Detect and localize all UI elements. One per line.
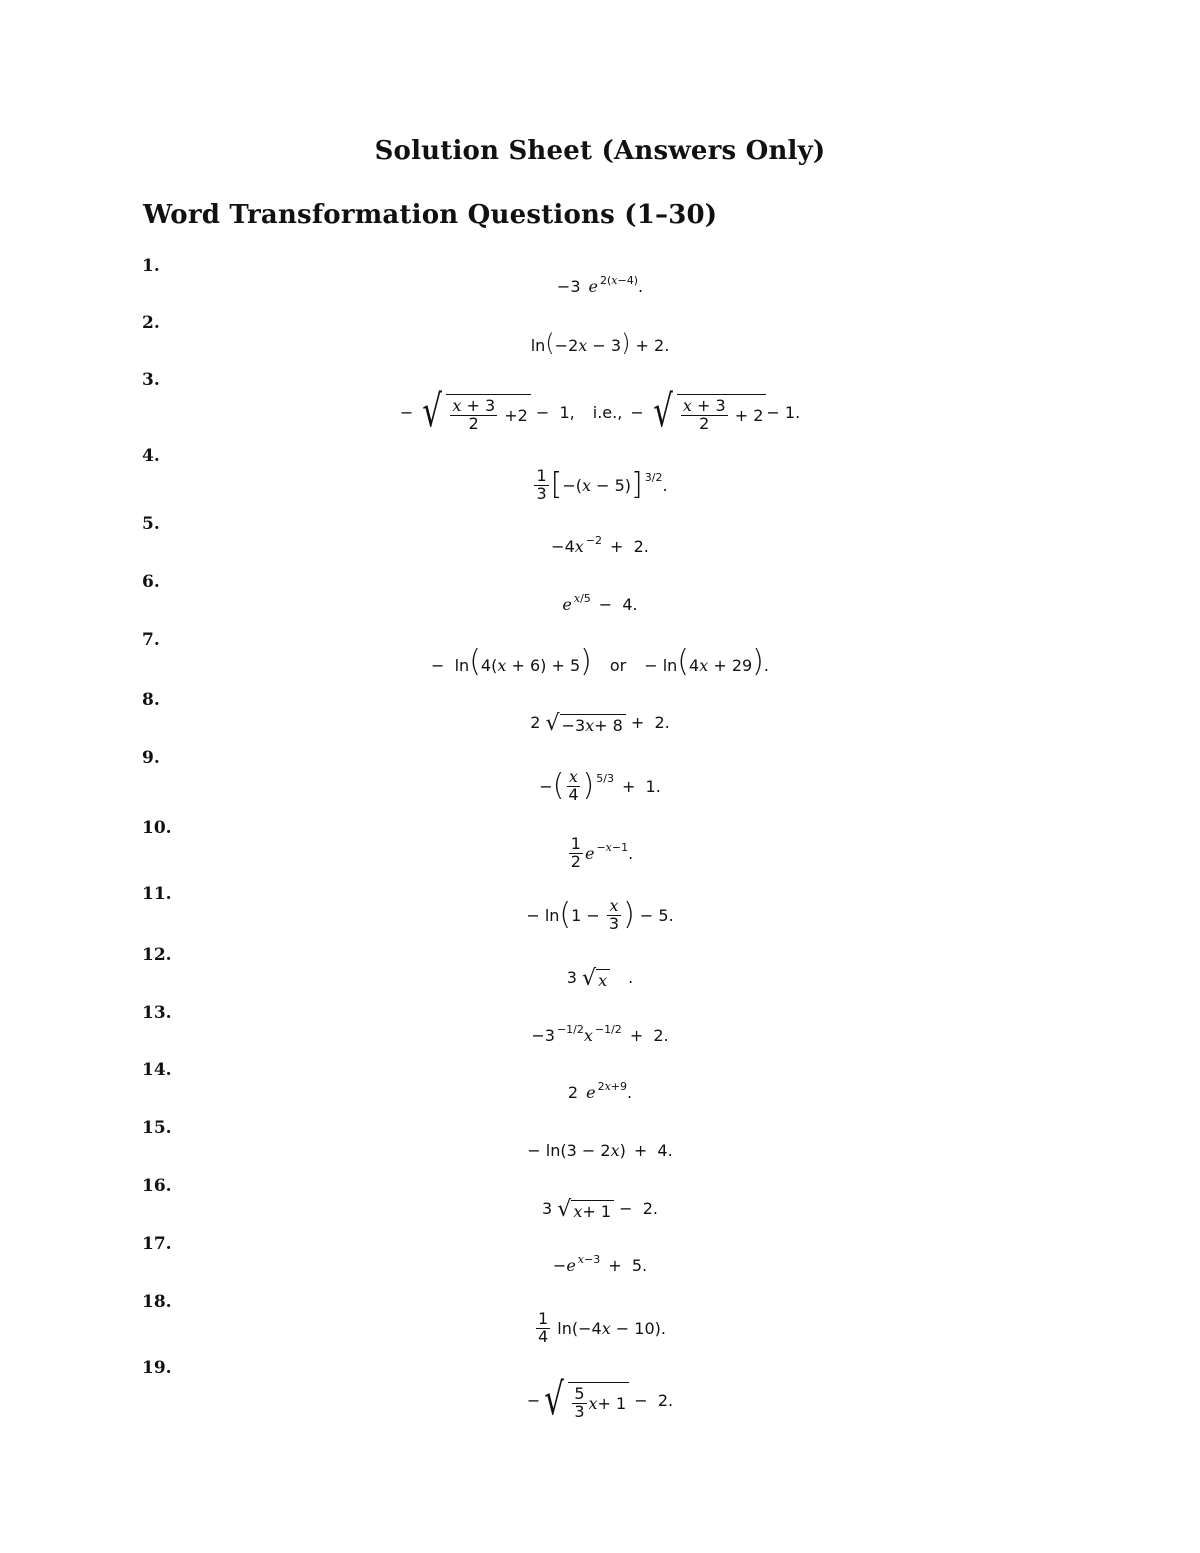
question-number: 18. <box>142 1292 172 1312</box>
question-number: 8. <box>142 690 160 710</box>
answer-6: e $^{x/5}$ − 4. <box>562 591 638 614</box>
answer-10: $\frac{1}{2}$ e $^{-x-1}$. <box>570 833 634 871</box>
question-number: 11. <box>142 884 172 904</box>
section-heading: Word Transformation Questions (1–30) <box>143 200 718 230</box>
question-number: 14. <box>142 1060 172 1080</box>
question-number: 1. <box>142 256 160 276</box>
answer-11: − ln ( 1 − $\frac{x}{3}$ ) − 5. <box>526 895 674 933</box>
question-number: 16. <box>142 1176 172 1196</box>
question-number: 10. <box>142 818 172 838</box>
question-number: 15. <box>142 1118 172 1138</box>
question-number: 6. <box>142 572 160 592</box>
page-title: Solution Sheet (Answers Only) <box>374 136 826 166</box>
answer-2: ln(−2x − 3) + 2. <box>530 329 670 357</box>
question-number: 9. <box>142 748 160 768</box>
answer-16: 3 √ x + 1 − 2. <box>542 1196 658 1222</box>
answer-5: −4x $^{-2}$ + 2. <box>551 533 649 556</box>
answer-7: − ln(4(x + 6) + 5) or − ln(4x + 29). <box>431 644 769 679</box>
question-number: 12. <box>142 945 172 965</box>
answer-9: − ( $\frac{x}{4}$ ) 5/3 + 1. <box>539 766 661 804</box>
answer-13: −3 $^{-1/2}$x $^{-1/2}$ + 2. <box>531 1022 669 1045</box>
answer-4: $\frac{1}{3}$ [ −(x − 5) ] 3/2 . <box>536 465 668 503</box>
answer-3: − √ $\frac{x + 3}{2}$ +2 − 1, i.e., − √ $\frac{x + 3}{2}$ + 2 − 1. <box>399 386 801 437</box>
question-number: 19. <box>142 1358 172 1378</box>
question-number: 4. <box>142 446 160 466</box>
question-number: 7. <box>142 630 160 650</box>
answer-14: 2 e $^{2x+9}$. <box>567 1079 633 1102</box>
answer-17: −e $^{x-3}$ + 5. <box>552 1252 648 1275</box>
question-number: 5. <box>142 514 160 534</box>
question-number: 3. <box>142 370 160 390</box>
answer-19: − √ $\frac{5}{3}$ x + 1 − 2. <box>526 1374 674 1425</box>
answer-12: 3 √ x . <box>566 965 634 991</box>
question-number: 13. <box>142 1003 172 1023</box>
answer-1: −3 e $^{2(x-4)}$. <box>556 273 644 296</box>
question-number: 2. <box>142 313 160 333</box>
answer-8: 2 √ −3 x + 8 + 2. <box>530 710 670 736</box>
answer-15: − ln(3 − 2x) + 4. <box>527 1140 673 1160</box>
answer-18: $\frac{1}{4}$ ln(−4x − 10). <box>538 1308 666 1346</box>
question-number: 17. <box>142 1234 172 1254</box>
